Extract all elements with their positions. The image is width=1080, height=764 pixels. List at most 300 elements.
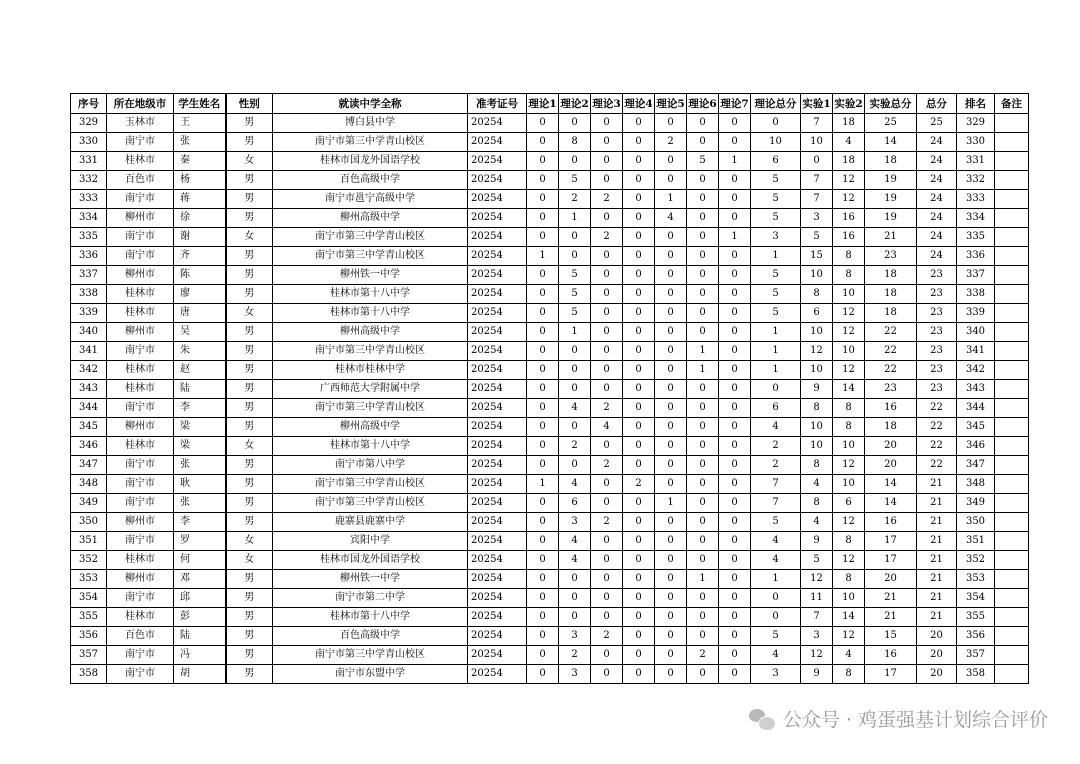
cell-exam-id: 20254 bbox=[468, 646, 527, 665]
cell-gender: 女 bbox=[226, 437, 273, 456]
cell-total: 23 bbox=[917, 323, 957, 342]
cell-index: 333 bbox=[71, 190, 107, 209]
table-row bbox=[71, 456, 1029, 475]
table-row bbox=[71, 418, 1029, 437]
cell-theory-4: 0 bbox=[623, 456, 655, 475]
cell-theory-1: 0 bbox=[527, 608, 559, 627]
cell-theory-3: 0 bbox=[591, 304, 623, 323]
cell-lab-1: 3 bbox=[801, 209, 833, 228]
cell-gender: 男 bbox=[226, 266, 273, 285]
cell-gender: 男 bbox=[226, 342, 273, 361]
cell-rank: 335 bbox=[957, 228, 995, 247]
cell-lab-total: 15 bbox=[865, 627, 917, 646]
cell-remark bbox=[995, 570, 1029, 589]
cell-total: 21 bbox=[917, 608, 957, 627]
cell-theory-7: 0 bbox=[719, 323, 751, 342]
cell-remark bbox=[995, 589, 1029, 608]
cell-theory-total: 6 bbox=[751, 152, 801, 171]
cell-rank: 345 bbox=[957, 418, 995, 437]
cell-city: 桂林市 bbox=[107, 152, 174, 171]
cell-student-name: 李 bbox=[174, 513, 226, 532]
cell-remark bbox=[995, 627, 1029, 646]
header-col-exam-id: 准考证号 bbox=[468, 94, 527, 114]
cell-theory-1: 0 bbox=[527, 589, 559, 608]
cell-school: 南宁市第三中学青山校区 bbox=[273, 133, 468, 152]
cell-theory-7: 0 bbox=[719, 266, 751, 285]
cell-theory-3: 0 bbox=[591, 608, 623, 627]
cell-remark bbox=[995, 646, 1029, 665]
cell-theory-5: 2 bbox=[655, 133, 687, 152]
cell-remark bbox=[995, 380, 1029, 399]
cell-lab-total: 18 bbox=[865, 266, 917, 285]
cell-total: 24 bbox=[917, 133, 957, 152]
cell-rank: 346 bbox=[957, 437, 995, 456]
table-row bbox=[71, 475, 1029, 494]
cell-student-name: 徐 bbox=[174, 209, 226, 228]
cell-theory-6: 0 bbox=[687, 380, 719, 399]
cell-total: 23 bbox=[917, 380, 957, 399]
cell-theory-7: 0 bbox=[719, 399, 751, 418]
cell-lab-total: 21 bbox=[865, 608, 917, 627]
header-col-index: 序号 bbox=[71, 94, 107, 114]
cell-lab-1: 7 bbox=[801, 171, 833, 190]
cell-theory-7: 0 bbox=[719, 171, 751, 190]
cell-city: 桂林市 bbox=[107, 304, 174, 323]
cell-theory-total: 10 bbox=[751, 133, 801, 152]
cell-theory-3: 0 bbox=[591, 152, 623, 171]
cell-lab-total: 17 bbox=[865, 532, 917, 551]
cell-theory-2: 1 bbox=[559, 323, 591, 342]
cell-theory-4: 0 bbox=[623, 646, 655, 665]
cell-exam-id: 20254 bbox=[468, 665, 527, 684]
cell-theory-2: 1 bbox=[559, 209, 591, 228]
cell-school: 南宁市第三中学青山校区 bbox=[273, 399, 468, 418]
cell-lab-2: 4 bbox=[833, 133, 865, 152]
cell-lab-1: 6 bbox=[801, 304, 833, 323]
cell-exam-id: 20254 bbox=[468, 342, 527, 361]
cell-theory-1: 0 bbox=[527, 646, 559, 665]
cell-theory-5: 0 bbox=[655, 627, 687, 646]
cell-theory-7: 0 bbox=[719, 494, 751, 513]
cell-total: 23 bbox=[917, 304, 957, 323]
cell-theory-7: 1 bbox=[719, 152, 751, 171]
cell-lab-total: 25 bbox=[865, 114, 917, 133]
cell-remark bbox=[995, 304, 1029, 323]
cell-rank: 350 bbox=[957, 513, 995, 532]
cell-theory-7: 0 bbox=[719, 589, 751, 608]
cell-lab-2: 14 bbox=[833, 380, 865, 399]
cell-theory-4: 0 bbox=[623, 532, 655, 551]
cell-lab-total: 21 bbox=[865, 228, 917, 247]
cell-school: 南宁市第二中学 bbox=[273, 589, 468, 608]
cell-theory-2: 3 bbox=[559, 513, 591, 532]
cell-theory-3: 0 bbox=[591, 475, 623, 494]
cell-theory-3: 0 bbox=[591, 665, 623, 684]
cell-total: 21 bbox=[917, 589, 957, 608]
cell-theory-6: 0 bbox=[687, 285, 719, 304]
cell-lab-2: 12 bbox=[833, 456, 865, 475]
cell-theory-6: 0 bbox=[687, 304, 719, 323]
cell-school: 南宁市第三中学青山校区 bbox=[273, 475, 468, 494]
cell-index: 346 bbox=[71, 437, 107, 456]
cell-theory-3: 2 bbox=[591, 513, 623, 532]
cell-theory-1: 0 bbox=[527, 437, 559, 456]
cell-exam-id: 20254 bbox=[468, 627, 527, 646]
cell-theory-5: 0 bbox=[655, 266, 687, 285]
cell-exam-id: 20254 bbox=[468, 304, 527, 323]
cell-theory-3: 4 bbox=[591, 418, 623, 437]
cell-exam-id: 20254 bbox=[468, 513, 527, 532]
cell-theory-4: 0 bbox=[623, 228, 655, 247]
cell-exam-id: 20254 bbox=[468, 380, 527, 399]
cell-theory-total: 5 bbox=[751, 285, 801, 304]
table-row bbox=[71, 266, 1029, 285]
cell-theory-7: 0 bbox=[719, 247, 751, 266]
cell-lab-1: 4 bbox=[801, 513, 833, 532]
cell-theory-7: 1 bbox=[719, 228, 751, 247]
cell-city: 玉林市 bbox=[107, 114, 174, 133]
cell-rank: 332 bbox=[957, 171, 995, 190]
cell-index: 356 bbox=[71, 627, 107, 646]
cell-theory-3: 0 bbox=[591, 380, 623, 399]
cell-theory-3: 2 bbox=[591, 228, 623, 247]
cell-theory-6: 0 bbox=[687, 494, 719, 513]
cell-index: 344 bbox=[71, 399, 107, 418]
header-col-theory-1: 理论1 bbox=[527, 94, 559, 114]
cell-student-name: 张 bbox=[174, 456, 226, 475]
cell-remark bbox=[995, 551, 1029, 570]
cell-lab-1: 10 bbox=[801, 133, 833, 152]
cell-lab-total: 18 bbox=[865, 285, 917, 304]
table-row bbox=[71, 304, 1029, 323]
cell-theory-7: 0 bbox=[719, 627, 751, 646]
cell-lab-2: 8 bbox=[833, 418, 865, 437]
cell-lab-1: 9 bbox=[801, 665, 833, 684]
cell-theory-3: 0 bbox=[591, 551, 623, 570]
cell-student-name: 胡 bbox=[174, 665, 226, 684]
cell-remark bbox=[995, 209, 1029, 228]
cell-remark bbox=[995, 247, 1029, 266]
cell-city: 桂林市 bbox=[107, 361, 174, 380]
cell-total: 24 bbox=[917, 209, 957, 228]
cell-theory-2: 0 bbox=[559, 608, 591, 627]
header-col-theory-5: 理论5 bbox=[655, 94, 687, 114]
cell-school: 南宁市第八中学 bbox=[273, 456, 468, 475]
cell-theory-7: 0 bbox=[719, 285, 751, 304]
cell-theory-7: 0 bbox=[719, 190, 751, 209]
cell-total: 24 bbox=[917, 228, 957, 247]
cell-theory-5: 0 bbox=[655, 228, 687, 247]
cell-theory-1: 0 bbox=[527, 627, 559, 646]
cell-theory-5: 0 bbox=[655, 665, 687, 684]
cell-gender: 男 bbox=[226, 285, 273, 304]
cell-theory-7: 0 bbox=[719, 532, 751, 551]
cell-theory-6: 0 bbox=[687, 665, 719, 684]
cell-student-name: 谢 bbox=[174, 228, 226, 247]
cell-lab-1: 10 bbox=[801, 361, 833, 380]
header-col-theory-3: 理论3 bbox=[591, 94, 623, 114]
cell-exam-id: 20254 bbox=[468, 399, 527, 418]
cell-exam-id: 20254 bbox=[468, 494, 527, 513]
cell-theory-7: 0 bbox=[719, 437, 751, 456]
cell-index: 354 bbox=[71, 589, 107, 608]
cell-theory-1: 0 bbox=[527, 532, 559, 551]
cell-index: 338 bbox=[71, 285, 107, 304]
cell-theory-2: 0 bbox=[559, 418, 591, 437]
cell-theory-3: 0 bbox=[591, 114, 623, 133]
cell-student-name: 齐 bbox=[174, 247, 226, 266]
cell-theory-6: 0 bbox=[687, 266, 719, 285]
cell-exam-id: 20254 bbox=[468, 114, 527, 133]
cell-theory-6: 0 bbox=[687, 627, 719, 646]
cell-index: 358 bbox=[71, 665, 107, 684]
cell-theory-5: 0 bbox=[655, 399, 687, 418]
cell-rank: 334 bbox=[957, 209, 995, 228]
cell-total: 20 bbox=[917, 627, 957, 646]
cell-total: 22 bbox=[917, 456, 957, 475]
cell-school: 南宁市第三中学青山校区 bbox=[273, 342, 468, 361]
cell-total: 23 bbox=[917, 285, 957, 304]
cell-lab-1: 9 bbox=[801, 532, 833, 551]
cell-lab-total: 17 bbox=[865, 551, 917, 570]
cell-theory-3: 0 bbox=[591, 209, 623, 228]
cell-theory-2: 0 bbox=[559, 228, 591, 247]
header-col-city: 所在地级市 bbox=[107, 94, 174, 114]
cell-theory-6: 0 bbox=[687, 418, 719, 437]
cell-city: 桂林市 bbox=[107, 437, 174, 456]
cell-remark bbox=[995, 532, 1029, 551]
cell-theory-2: 0 bbox=[559, 114, 591, 133]
cell-index: 349 bbox=[71, 494, 107, 513]
cell-theory-2: 0 bbox=[559, 380, 591, 399]
cell-school: 柳州高级中学 bbox=[273, 209, 468, 228]
cell-theory-6: 0 bbox=[687, 475, 719, 494]
cell-lab-2: 10 bbox=[833, 342, 865, 361]
table-row bbox=[71, 171, 1029, 190]
cell-rank: 331 bbox=[957, 152, 995, 171]
cell-exam-id: 20254 bbox=[468, 475, 527, 494]
cell-student-name: 张 bbox=[174, 494, 226, 513]
cell-theory-total: 5 bbox=[751, 513, 801, 532]
cell-school: 桂林市第十八中学 bbox=[273, 437, 468, 456]
cell-total: 23 bbox=[917, 342, 957, 361]
cell-lab-1: 8 bbox=[801, 456, 833, 475]
cell-total: 21 bbox=[917, 551, 957, 570]
cell-theory-7: 0 bbox=[719, 209, 751, 228]
cell-total: 24 bbox=[917, 171, 957, 190]
cell-theory-total: 1 bbox=[751, 361, 801, 380]
cell-theory-1: 0 bbox=[527, 399, 559, 418]
cell-gender: 女 bbox=[226, 152, 273, 171]
cell-gender: 男 bbox=[226, 247, 273, 266]
cell-index: 336 bbox=[71, 247, 107, 266]
cell-theory-3: 0 bbox=[591, 570, 623, 589]
cell-theory-5: 0 bbox=[655, 551, 687, 570]
cell-lab-2: 12 bbox=[833, 551, 865, 570]
cell-exam-id: 20254 bbox=[468, 418, 527, 437]
cell-theory-5: 0 bbox=[655, 361, 687, 380]
cell-theory-2: 5 bbox=[559, 285, 591, 304]
cell-total: 21 bbox=[917, 513, 957, 532]
cell-total: 21 bbox=[917, 570, 957, 589]
header-col-theory-4: 理论4 bbox=[623, 94, 655, 114]
cell-gender: 男 bbox=[226, 646, 273, 665]
cell-lab-1: 8 bbox=[801, 399, 833, 418]
cell-lab-2: 8 bbox=[833, 266, 865, 285]
cell-rank: 336 bbox=[957, 247, 995, 266]
cell-student-name: 唐 bbox=[174, 304, 226, 323]
cell-theory-total: 3 bbox=[751, 665, 801, 684]
cell-theory-6: 0 bbox=[687, 133, 719, 152]
cell-rank: 353 bbox=[957, 570, 995, 589]
table-body bbox=[71, 114, 1029, 684]
cell-remark bbox=[995, 171, 1029, 190]
cell-theory-4: 0 bbox=[623, 608, 655, 627]
cell-exam-id: 20254 bbox=[468, 285, 527, 304]
cell-lab-2: 10 bbox=[833, 589, 865, 608]
cell-theory-2: 0 bbox=[559, 152, 591, 171]
cell-lab-1: 5 bbox=[801, 228, 833, 247]
cell-total: 21 bbox=[917, 494, 957, 513]
cell-theory-3: 2 bbox=[591, 399, 623, 418]
cell-student-name: 梁 bbox=[174, 418, 226, 437]
cell-theory-total: 1 bbox=[751, 342, 801, 361]
cell-theory-2: 4 bbox=[559, 532, 591, 551]
cell-theory-total: 4 bbox=[751, 551, 801, 570]
cell-total: 24 bbox=[917, 152, 957, 171]
cell-theory-3: 0 bbox=[591, 361, 623, 380]
cell-theory-5: 0 bbox=[655, 323, 687, 342]
cell-theory-total: 2 bbox=[751, 456, 801, 475]
header-col-lab-total: 实验总分 bbox=[865, 94, 917, 114]
cell-lab-total: 16 bbox=[865, 646, 917, 665]
cell-theory-2: 0 bbox=[559, 361, 591, 380]
cell-school: 柳州高级中学 bbox=[273, 323, 468, 342]
cell-index: 342 bbox=[71, 361, 107, 380]
table-row bbox=[71, 228, 1029, 247]
cell-theory-6: 0 bbox=[687, 209, 719, 228]
cell-theory-4: 0 bbox=[623, 133, 655, 152]
cell-theory-1: 1 bbox=[527, 475, 559, 494]
cell-city: 百色市 bbox=[107, 171, 174, 190]
cell-exam-id: 20254 bbox=[468, 551, 527, 570]
cell-exam-id: 20254 bbox=[468, 608, 527, 627]
cell-city: 桂林市 bbox=[107, 551, 174, 570]
cell-theory-2: 8 bbox=[559, 133, 591, 152]
cell-rank: 337 bbox=[957, 266, 995, 285]
cell-lab-total: 23 bbox=[865, 380, 917, 399]
cell-lab-total: 21 bbox=[865, 589, 917, 608]
header-col-theory-2: 理论2 bbox=[559, 94, 591, 114]
cell-total: 22 bbox=[917, 418, 957, 437]
cell-theory-6: 0 bbox=[687, 247, 719, 266]
cell-lab-2: 12 bbox=[833, 513, 865, 532]
cell-theory-6: 0 bbox=[687, 323, 719, 342]
table-row bbox=[71, 437, 1029, 456]
cell-theory-5: 0 bbox=[655, 570, 687, 589]
cell-theory-1: 0 bbox=[527, 380, 559, 399]
cell-theory-2: 5 bbox=[559, 304, 591, 323]
cell-theory-2: 2 bbox=[559, 190, 591, 209]
table-header-row bbox=[71, 94, 1029, 114]
cell-lab-total: 14 bbox=[865, 133, 917, 152]
cell-student-name: 陈 bbox=[174, 266, 226, 285]
cell-student-name: 蒋 bbox=[174, 190, 226, 209]
cell-school: 桂林市第十八中学 bbox=[273, 304, 468, 323]
cell-theory-3: 0 bbox=[591, 323, 623, 342]
header-col-theory-7: 理论7 bbox=[719, 94, 751, 114]
cell-lab-total: 20 bbox=[865, 456, 917, 475]
cell-theory-5: 0 bbox=[655, 475, 687, 494]
cell-gender: 男 bbox=[226, 665, 273, 684]
cell-theory-total: 1 bbox=[751, 247, 801, 266]
cell-school: 桂林市国龙外国语学校 bbox=[273, 152, 468, 171]
cell-city: 南宁市 bbox=[107, 589, 174, 608]
cell-index: 345 bbox=[71, 418, 107, 437]
cell-lab-2: 6 bbox=[833, 494, 865, 513]
cell-city: 柳州市 bbox=[107, 570, 174, 589]
cell-remark bbox=[995, 418, 1029, 437]
cell-theory-1: 0 bbox=[527, 342, 559, 361]
cell-lab-1: 10 bbox=[801, 418, 833, 437]
cell-rank: 344 bbox=[957, 399, 995, 418]
cell-rank: 338 bbox=[957, 285, 995, 304]
cell-index: 335 bbox=[71, 228, 107, 247]
cell-lab-2: 12 bbox=[833, 190, 865, 209]
cell-lab-2: 12 bbox=[833, 627, 865, 646]
cell-theory-6: 0 bbox=[687, 399, 719, 418]
cell-rank: 347 bbox=[957, 456, 995, 475]
cell-theory-2: 4 bbox=[559, 551, 591, 570]
cell-student-name: 秦 bbox=[174, 152, 226, 171]
cell-lab-total: 14 bbox=[865, 494, 917, 513]
cell-gender: 男 bbox=[226, 361, 273, 380]
cell-theory-3: 0 bbox=[591, 285, 623, 304]
cell-theory-1: 0 bbox=[527, 361, 559, 380]
cell-theory-total: 5 bbox=[751, 304, 801, 323]
cell-theory-1: 0 bbox=[527, 513, 559, 532]
cell-lab-2: 12 bbox=[833, 304, 865, 323]
cell-rank: 356 bbox=[957, 627, 995, 646]
cell-remark bbox=[995, 399, 1029, 418]
cell-exam-id: 20254 bbox=[468, 266, 527, 285]
cell-rank: 349 bbox=[957, 494, 995, 513]
cell-theory-6: 0 bbox=[687, 608, 719, 627]
cell-student-name: 张 bbox=[174, 133, 226, 152]
cell-remark bbox=[995, 114, 1029, 133]
cell-theory-2: 6 bbox=[559, 494, 591, 513]
cell-theory-6: 5 bbox=[687, 152, 719, 171]
cell-theory-4: 0 bbox=[623, 190, 655, 209]
cell-gender: 女 bbox=[226, 532, 273, 551]
cell-theory-7: 0 bbox=[719, 646, 751, 665]
cell-theory-5: 0 bbox=[655, 171, 687, 190]
table-row bbox=[71, 608, 1029, 627]
cell-lab-total: 19 bbox=[865, 209, 917, 228]
cell-theory-5: 4 bbox=[655, 209, 687, 228]
cell-lab-total: 22 bbox=[865, 323, 917, 342]
cell-theory-2: 0 bbox=[559, 247, 591, 266]
cell-gender: 男 bbox=[226, 114, 273, 133]
cell-lab-total: 19 bbox=[865, 190, 917, 209]
cell-rank: 343 bbox=[957, 380, 995, 399]
cell-theory-6: 0 bbox=[687, 513, 719, 532]
cell-city: 柳州市 bbox=[107, 209, 174, 228]
cell-theory-7: 0 bbox=[719, 114, 751, 133]
cell-theory-3: 0 bbox=[591, 646, 623, 665]
cell-theory-5: 0 bbox=[655, 513, 687, 532]
cell-theory-1: 0 bbox=[527, 209, 559, 228]
